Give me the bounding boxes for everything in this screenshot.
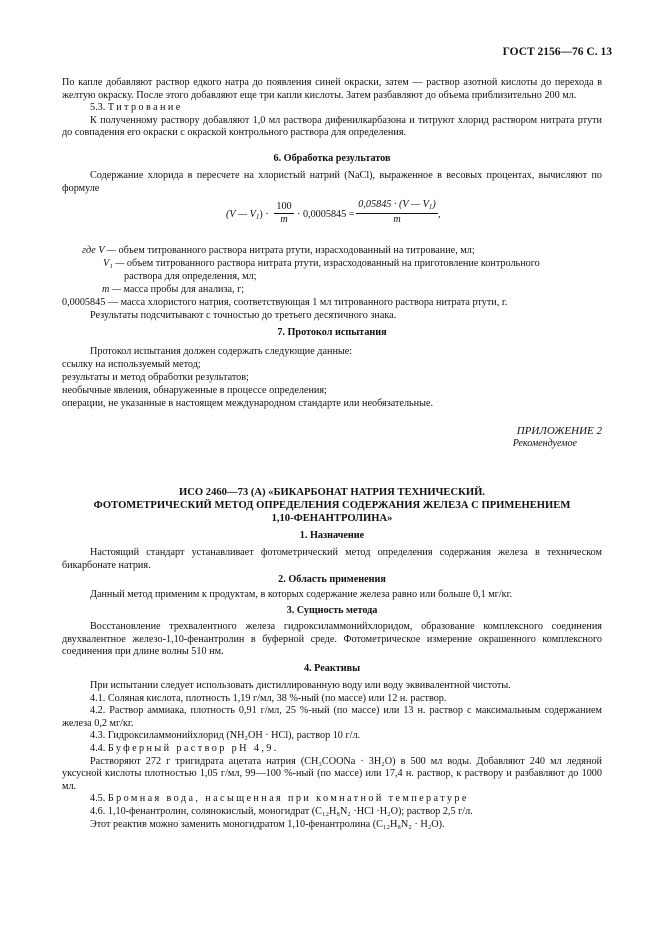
- reagent-heading: [62, 743, 602, 756]
- where-text: масса пробы для анализа, г;: [123, 284, 245, 295]
- subsection-number: 5.3.: [90, 102, 106, 114]
- where-symbol: V₁ —: [103, 258, 125, 269]
- paragraph: Результаты подсчитывают с точностью до третьего десятичного знака.: [90, 310, 397, 321]
- paragraph: Этот реактив можно заменить моногидратом 1,10-фенантролина (C₁₂H₈N₂ · H₂O).: [90, 818, 445, 830]
- reagent-title: Буферный раствор рН 4,9.: [107, 742, 279, 754]
- paragraph: Данный метод применим к продуктам, в которых содержание железа равно или больше 0,1 мг/кг.: [90, 589, 513, 600]
- protocol-line: Протокол испытания должен содержать следующие данные:: [90, 346, 353, 357]
- formula-part: ) ·: [259, 209, 269, 220]
- paragraph: При испытании следует использовать дистиллированную воду или воду эквивалентной чистоты.: [90, 680, 511, 691]
- reagent-item: 4.1. Соляная кислота, плотность 1,19 г/мл, 38 %-ный (по массе) или 12 н. раствор.: [90, 692, 447, 704]
- protocol-line: операции, не указанные в настоящем международном стандарте или необязательные.: [62, 398, 434, 409]
- subsection-title: Титрование: [107, 102, 183, 114]
- fraction-denominator: m: [393, 214, 401, 225]
- section-heading: 4. Реактивы: [303, 663, 361, 674]
- where-line: [103, 257, 540, 270]
- fraction: [274, 201, 294, 226]
- where-text: объем титрованного раствора нитрата ртути, израсходованный на титрование, мл;: [118, 245, 475, 256]
- where-line: [124, 270, 256, 283]
- where-text: объем титрованного раствора нитрата ртути, израсходованный на приготовление контрольного: [126, 258, 540, 269]
- where-line: [62, 296, 507, 309]
- formula-part: ,: [438, 209, 441, 220]
- formula-part: · 0,0005845 =: [297, 209, 355, 220]
- reagent-number: 4.5.: [90, 793, 106, 805]
- paragraph: Растворяют 272 г тригидрата ацетата натрия (CH₃COONa · 3H₂O) в 500 мл воды. Добавляют 240 мл ледяной уксусной кислоты плотностью 1,05 г/мл, 99—100 %-ный (по массе) или 17,4 н. раствор, к раствору и разбавляют до 1000 мл.: [62, 755, 602, 792]
- section-heading: 2. Область применения: [278, 574, 386, 585]
- reagent-heading: [62, 793, 602, 806]
- reagent-item: 4.3. Гидроксиламмонийхлорид (NH₂OH · HCl), раствор 10 г/л.: [90, 730, 361, 742]
- section-heading: 3. Сущность метода: [286, 605, 378, 616]
- paragraph: Настоящий стандарт устанавливает фотометрический метод определения содержания железа в техническом бикарбонате натрия.: [62, 547, 602, 571]
- formula-subscript: 1: [255, 213, 260, 221]
- fraction-numerator: 0,05845 · (V — $V_1$): [356, 199, 438, 214]
- appendix-label: ПРИЛОЖЕНИЕ 2: [516, 425, 602, 437]
- paragraph: По капле добавляют раствор едкого натра до появления синей окраски, затем — раствор азотной кислоты до перехода в желтую окраску. После этого добавляют еще три капли кислоты. Затем разбавляют до объема приблизительно 200 мл.: [62, 77, 602, 101]
- section-heading: 1. Назначение: [299, 530, 365, 541]
- paragraph: К полученному раствору добавляют 1,0 мл раствора дифенилкарбазона и титруют хлорид раствором нитрата ртути до совпадения его окраски с окраской контрольного раствора для определения.: [62, 114, 602, 139]
- section-heading: 6. Обработка результатов: [273, 153, 391, 164]
- where-text: масса хлористого натрия, соответствующая 1 мл титрованного раствора нитрата ртути, г.: [120, 297, 508, 308]
- where-symbol: где V —: [82, 245, 116, 256]
- reagent-number: 4.4.: [90, 742, 106, 754]
- subsection-heading: [62, 102, 602, 115]
- protocol-line: необычные явления, обнаруженные в процессе определения;: [62, 385, 327, 396]
- where-symbol: 0,0005845 —: [62, 297, 119, 308]
- paragraph: Восстановление трехвалентного железа гидроксиламмонийхлоридом, образование комплексного соединения двухвалентное железо-1,10-фенантролин в буферной среде. Фотометрическое измерение окрашенного комплексного соединения при длине волны 510 нм.: [62, 621, 602, 658]
- appendix-status: Рекомендуемое: [512, 438, 577, 449]
- standard-title: ИСО 2460—73 (А) «БИКАРБОНАТ НАТРИЯ ТЕХНИЧЕСКИЙ. ФОТОМЕТРИЧЕСКИЙ МЕТОД ОПРЕДЕЛЕНИЯ СОДЕРЖАНИЯ ЖЕЛЕЗА С ПРИМЕНЕНИЕМ 1,10-ФЕНАНТРОЛИНА»: [93, 487, 571, 524]
- fraction: [356, 199, 438, 226]
- reagents-block: [62, 680, 602, 831]
- section-heading: 7. Протокол испытания: [277, 327, 387, 338]
- fraction-denominator: m: [280, 214, 288, 225]
- running-title: ГОСТ 2156—76 С. 13: [502, 46, 612, 58]
- protocol-line: ссылку на используемый метод;: [62, 359, 201, 370]
- top-block: [62, 77, 602, 140]
- where-line: [102, 283, 244, 296]
- where-line: [82, 244, 475, 257]
- protocol-line: результаты и метод обработки результатов;: [62, 372, 249, 383]
- reagent-item: 4.2. Раствор аммиака, плотность 0,91 г/мл, 25 %-ный (по массе) или 13 н. раствор с максимальным содержанием железа 0,2 мг/кг.: [62, 705, 602, 729]
- where-symbol: m —: [102, 284, 121, 295]
- reagent-title: Бромная вода, насыщенная при комнатной температуре: [107, 793, 469, 805]
- fraction-numerator: 100: [274, 201, 294, 214]
- where-text: раствора для определения, мл;: [124, 271, 257, 282]
- formula-part: (V — V: [226, 209, 256, 220]
- reagent-item: 4.6. 1,10-фенантролин, солянокислый, моногидрат (C₁₂H₈N₂ ·HCl ·H₂O); раствор 2,5 г/л.: [90, 805, 473, 817]
- paragraph: Содержание хлорида в пересчете на хлористый натрий (NaCl), выраженное в весовых процентах, вычисляют по формуле: [62, 170, 602, 194]
